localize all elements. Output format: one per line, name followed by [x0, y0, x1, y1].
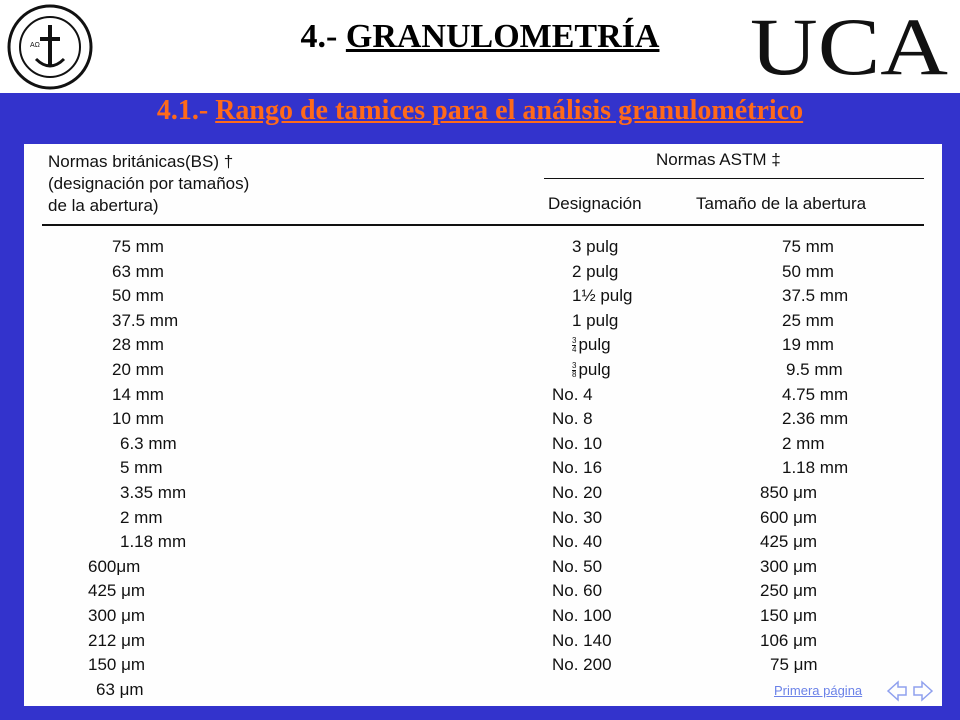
bs-size-cell: 28 mm	[112, 335, 164, 355]
astm-size-cell: 150 μm	[760, 606, 818, 625]
astm-size-cell: 19 mm	[782, 335, 834, 355]
astm-designation-cell	[552, 581, 602, 601]
slide-header	[0, 0, 960, 93]
astm-designation-text: 1 pulg	[572, 310, 619, 330]
astm-designation-cell	[552, 409, 593, 429]
astm-designation-text: No. 8	[552, 409, 593, 429]
bs-size-cell: 10 mm	[112, 409, 164, 429]
bs-header-line-1: Normas británicas(BS) †	[48, 152, 234, 171]
astm-designation-text: 3 pulg	[572, 237, 619, 256]
astm-designation-cell	[552, 655, 612, 675]
astm-size-cell: 75 mm	[782, 237, 834, 256]
astm-designation-header: Designación	[548, 194, 642, 213]
astm-header-rule	[544, 178, 924, 179]
astm-designation-cell	[552, 458, 602, 478]
astm-designation-text: pulg	[578, 335, 611, 355]
astm-designation-text: No. 16	[552, 458, 603, 478]
bs-size-cell: 37.5 mm	[112, 310, 179, 330]
sieve-table	[24, 144, 942, 706]
astm-designation-text: No. 10	[552, 433, 603, 453]
bs-size-cell: 63 μm	[96, 679, 144, 699]
astm-designation-text: No. 40	[552, 532, 603, 552]
bs-size-cell: 212 μm	[88, 630, 146, 650]
astm-designation-cell	[552, 557, 602, 577]
astm-designation-cell	[552, 508, 602, 528]
astm-designation-cell	[552, 434, 602, 454]
astm-size-cell: 2.36 mm	[782, 409, 849, 429]
bs-size-cell: 6.3 mm	[120, 433, 177, 453]
astm-size-cell: 50 mm	[782, 261, 834, 281]
section-subtitle	[0, 93, 960, 129]
title-main: GRANULOMETRÍA	[345, 18, 660, 55]
astm-designation-cell	[552, 606, 612, 626]
first-page-link[interactable]: Primera página	[774, 683, 863, 698]
astm-designation-text: No. 20	[552, 483, 603, 502]
astm-size-cell: 250 μm	[760, 581, 818, 601]
astm-designation-text: No. 100	[552, 606, 612, 625]
bs-size-cell: 5 mm	[120, 458, 163, 478]
bs-size-cell: 20 mm	[112, 360, 164, 379]
astm-designation-text: pulg	[578, 360, 611, 379]
astm-size-cell: 37.5 mm	[782, 286, 849, 306]
astm-size-cell: 9.5 mm	[786, 360, 843, 379]
astm-header: Normas ASTM ‡	[656, 150, 781, 169]
header-rule	[42, 224, 924, 226]
bs-size-cell: 150 μm	[88, 655, 146, 675]
astm-designation-cell	[572, 262, 618, 282]
astm-designation-cell	[572, 335, 611, 355]
subtitle-main: Rango de tamices para el análisis granulométrico	[215, 95, 804, 126]
title-prefix: 4.-	[300, 18, 346, 55]
bs-size-cell: 50 mm	[112, 286, 164, 306]
bs-size-cell: 600μm	[88, 556, 141, 576]
subtitle-prefix: 4.1.-	[156, 95, 216, 126]
nav-arrows-icon[interactable]	[886, 679, 934, 703]
astm-designation-text: 2 pulg	[572, 261, 619, 281]
astm-designation-cell	[552, 532, 602, 552]
astm-designation-text: No. 30	[552, 507, 603, 527]
astm-designation-cell	[552, 631, 612, 651]
astm-designation-text: No. 50	[552, 556, 603, 576]
bs-header-line-3: de la abertura)	[48, 196, 159, 215]
bs-size-cell: 3.35 mm	[120, 483, 187, 502]
astm-size-cell: 600 μm	[760, 507, 818, 527]
astm-designation-text: No. 200	[552, 655, 612, 675]
astm-designation-text: No. 4	[552, 384, 593, 404]
astm-size-cell: 106 μm	[760, 630, 818, 650]
astm-size-cell: 4.75 mm	[782, 384, 849, 404]
astm-size-cell: 25 mm	[782, 310, 834, 330]
fraction-glyph: $\frac{3}{8}$	[572, 361, 577, 380]
astm-size-cell: 300 μm	[760, 556, 818, 576]
astm-size-header: Tamaño de la abertura	[696, 194, 867, 213]
astm-designation-text: 1½ pulg	[572, 286, 633, 306]
astm-designation-cell	[572, 311, 618, 331]
astm-designation-cell	[572, 237, 618, 257]
bs-size-cell: 1.18 mm	[120, 532, 187, 552]
astm-size-cell: 1.18 mm	[782, 458, 849, 478]
bs-size-cell: 75 mm	[112, 237, 164, 256]
astm-size-cell: 75 μm	[770, 655, 818, 675]
astm-designation-text: No. 60	[552, 581, 603, 601]
bs-size-cell: 425 μm	[88, 581, 146, 601]
astm-size-cell: 425 μm	[760, 532, 818, 552]
astm-designation-cell	[572, 360, 611, 380]
bs-header-line-2: (designación por tamaños)	[48, 174, 250, 193]
astm-designation-cell	[552, 483, 602, 503]
uca-logo	[748, 8, 952, 82]
svg-text:UCA: UCA	[750, 8, 948, 82]
fraction-glyph: $\frac{3}{4}$	[572, 336, 577, 355]
astm-designation-text: No. 140	[552, 630, 612, 650]
astm-designation-cell	[552, 385, 593, 405]
bs-size-cell: 300 μm	[88, 606, 146, 625]
bs-size-cell: 2 mm	[120, 507, 163, 527]
astm-size-cell: 2 mm	[782, 433, 825, 453]
svg-text:ΑΩ: ΑΩ	[30, 42, 40, 49]
bs-size-cell: 14 mm	[112, 384, 164, 404]
astm-designation-cell	[572, 286, 633, 306]
bs-size-cell: 63 mm	[112, 261, 164, 281]
astm-size-cell: 850 μm	[760, 483, 818, 502]
